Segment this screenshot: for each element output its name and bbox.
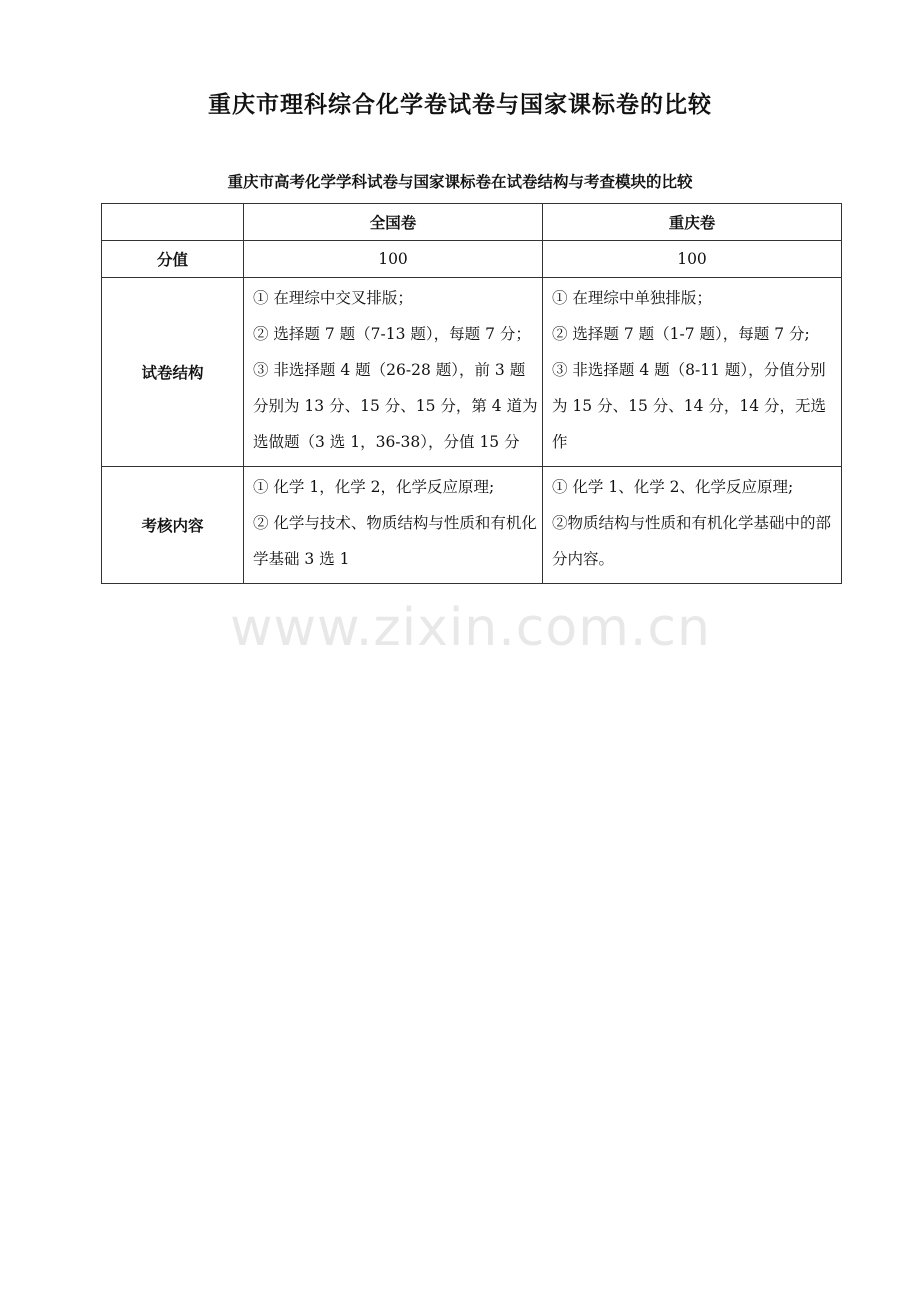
score-label: 分值 xyxy=(102,241,244,278)
score-row xyxy=(102,241,842,278)
score-chongqing: 100 xyxy=(543,241,842,278)
structure-chongqing-item: ① 在理综中单独排版； xyxy=(552,289,712,307)
content-chongqing-item: ②物质结构与性质和有机化学基础中的部分内容。 xyxy=(552,514,832,568)
content-label: 考核内容 xyxy=(102,467,244,584)
content-national xyxy=(244,467,543,584)
structure-national xyxy=(244,278,543,467)
comparison-table xyxy=(101,203,842,584)
structure-row xyxy=(102,278,842,467)
structure-label: 试卷结构 xyxy=(102,278,244,467)
structure-chongqing xyxy=(543,278,842,467)
structure-chongqing-item: ② 选择题 7 题（1-7 题），每题 7 分; xyxy=(552,325,810,343)
score-national: 100 xyxy=(244,241,543,278)
content-chongqing-item: ① 化学 1、化学 2、化学反应原理; xyxy=(552,478,794,496)
document-title: 重庆市理科综合化学卷试卷与国家课标卷的比较 xyxy=(208,92,712,118)
structure-national-item: ② 选择题 7 题（7-13 题），每题 7 分； xyxy=(253,325,531,343)
header-chongqing: 重庆卷 xyxy=(543,204,842,241)
structure-national-item: ① 在理综中交叉排版； xyxy=(253,289,413,307)
structure-national-item: ③ 非选择题 4 题（26-28 题），前 3 题分别为 13 分、15 分、15 分，第 4 道为选做题（3 选 1，36-38），分值 15 分 xyxy=(253,361,538,451)
table-caption: 重庆市高考化学学科试卷与国家课标卷在试卷结构与考查模块的比较 xyxy=(227,173,693,191)
header-empty-cell xyxy=(102,204,244,241)
watermark: www.zixin.com.cn xyxy=(230,598,711,658)
header-national: 全国卷 xyxy=(244,204,543,241)
structure-chongqing-item: ③ 非选择题 4 题（8-11 题），分值分别为 15 分、15 分、14 分，14 分，无选作 xyxy=(552,361,827,451)
content-national-item: ① 化学 1，化学 2，化学反应原理; xyxy=(253,478,495,496)
content-national-item: ② 化学与技术、物质结构与性质和有机化学基础 3 选 1 xyxy=(253,514,537,568)
content-row xyxy=(102,467,842,584)
content-chongqing xyxy=(543,467,842,584)
header-row xyxy=(102,204,842,241)
